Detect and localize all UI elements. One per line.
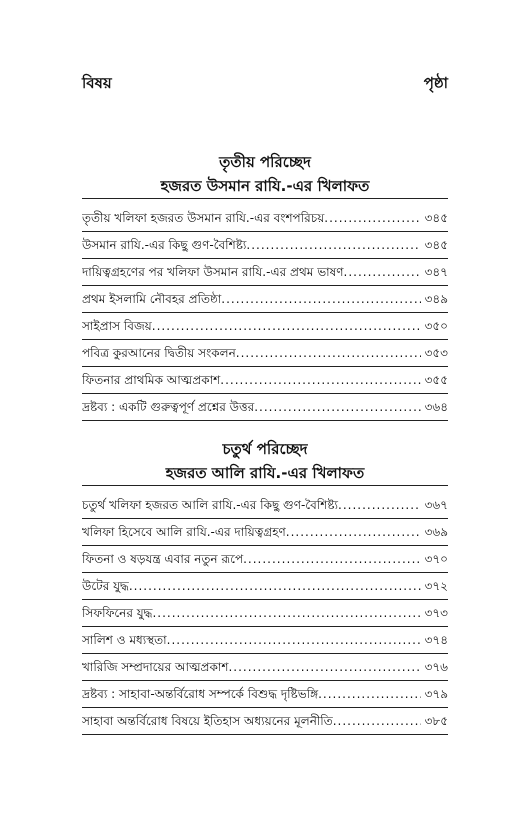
dot-leader (286, 519, 421, 545)
toc-entry-page: ৩৪৯ (424, 292, 448, 306)
toc-entry-page: ৩৭০ (424, 552, 448, 566)
toc-entry-page: ৩৭২ (424, 579, 448, 593)
toc-entry (82, 546, 448, 573)
toc-entry (82, 394, 448, 421)
dot-leader (243, 546, 420, 572)
toc-entry-title: দ্রষ্টব্য : একটি গুরুত্বপূর্ণ প্রশ্নের উত্তর (82, 400, 255, 414)
toc-entry-title: ফিতনা ও ষড়যন্ত্র এবার নতুন রূপে (82, 552, 244, 566)
toc-entry-page: ৩৬৪ (424, 400, 448, 414)
toc-entry-page: ৩৬৯ (424, 525, 448, 539)
dot-leader (236, 340, 421, 366)
toc-entry (82, 519, 448, 546)
toc-entry-page: ৩৪৭ (424, 265, 448, 279)
header-page-label: পৃষ্ঠা (423, 74, 448, 92)
toc-entry (82, 573, 448, 600)
toc-entry (82, 259, 448, 286)
toc-entry (82, 681, 448, 708)
toc-entry-title: সালিশ ও মধ্যস্থতা (82, 633, 167, 647)
toc-entry-page: ৩৪৫ (424, 238, 448, 252)
toc-entry-page: ৩৪৫ (424, 211, 448, 225)
chapter-title: তৃতীয় পরিচ্ছেদ (219, 153, 311, 171)
toc-entry-page: ৩৭৬ (424, 660, 448, 674)
toc-entry-title: প্রথম ইসলামি নৌবহর প্রতিষ্ঠা (82, 292, 222, 306)
toc-entries (82, 492, 448, 735)
toc-entry-page: ৩৬৭ (424, 498, 448, 512)
toc-entry (82, 492, 448, 519)
toc-entry-page: ৩৫৫ (424, 373, 448, 387)
toc-entry-page: ৩৫০ (424, 319, 448, 333)
toc-entry-page: ৩৭৯ (424, 687, 448, 701)
toc-entry (82, 654, 448, 681)
toc-entry (82, 708, 448, 735)
chapter-section (82, 150, 448, 421)
header-subject-label: বিষয় (82, 74, 112, 92)
dot-leader (220, 367, 420, 393)
toc-entry-title: ফিতনার প্রাথমিক আত্মপ্রকাশ (82, 373, 221, 387)
dot-leader (129, 573, 421, 599)
toc-entry-title: খারিজি সম্প্রদায়ের আত্মপ্রকাশ (82, 660, 229, 674)
toc-entry (82, 627, 448, 654)
dot-leader (318, 681, 421, 707)
toc-entry (82, 367, 448, 394)
dot-leader (254, 394, 420, 420)
dot-leader (152, 313, 421, 339)
dot-leader (228, 654, 420, 680)
dot-leader (338, 492, 421, 518)
toc-entry-title: সাইপ্রাস বিজয় (82, 319, 152, 333)
toc-entry-title: উসমান রাযি.-এর কিছু গুণ-বৈশিষ্ট্য (82, 238, 247, 252)
chapter-subtitle: হজরত উসমান রাযি.-এর খিলাফত (82, 174, 448, 199)
dot-leader (221, 286, 420, 312)
dot-leader (167, 627, 421, 653)
toc-entry (82, 205, 448, 232)
toc-entry-title: চতুর্থ খলিফা হজরত আলি রাযি.-এর কিছু গুণ-বৈশিষ্ট্য (82, 498, 339, 512)
dot-leader (324, 205, 420, 231)
toc-entry-page: ৩৫৩ (424, 346, 448, 360)
toc-entry-title: সাহাবা অন্তর্বিরোধ বিষয়ে ইতিহাস অধ্যয়নের মূলনীতি (82, 714, 333, 728)
toc-entry-title: উটের যুদ্ধ (82, 579, 129, 593)
toc-entry (82, 600, 448, 627)
toc-entries (82, 205, 448, 421)
toc-entry-title: সিফফিনের যুদ্ধ (82, 606, 153, 620)
chapter-section (82, 437, 448, 735)
toc-entry (82, 340, 448, 367)
dot-leader (333, 708, 421, 734)
toc-entry (82, 286, 448, 313)
toc-entry-title: দায়িত্বগ্রহণের পর খলিফা উসমান রাযি.-এর প্রথম ভাষণ (82, 265, 344, 279)
toc-entry-page: ৩৭৪ (424, 633, 448, 647)
toc-entry (82, 232, 448, 259)
toc-entry-title: খলিফা হিসেবে আলি রাযি.-এর দায়িত্বগ্রহণ (82, 525, 286, 539)
toc-entry-title: পবিত্র কুরআনের দ্বিতীয় সংকলন (82, 346, 236, 360)
toc-entry-page: ৩৮৫ (424, 714, 448, 728)
toc-entry-title: দ্রষ্টব্য : সাহাবা-অন্তর্বিরোধ সম্পর্কে বিশুদ্ধ দৃষ্টিভঙ্গি (82, 687, 319, 701)
dot-leader (152, 600, 420, 626)
dot-leader (344, 259, 421, 285)
chapter-title: চতুর্থ পরিচ্ছেদ (222, 440, 308, 458)
chapter-subtitle: হজরত আলি রাযি.-এর খিলাফত (82, 461, 448, 486)
toc-entry (82, 313, 448, 340)
toc-entry-title: তৃতীয় খলিফা হজরত উসমান রাযি.-এর বংশপরিচয় (82, 211, 325, 225)
dot-leader (246, 232, 420, 258)
toc-entry-page: ৩৭৩ (424, 606, 448, 620)
